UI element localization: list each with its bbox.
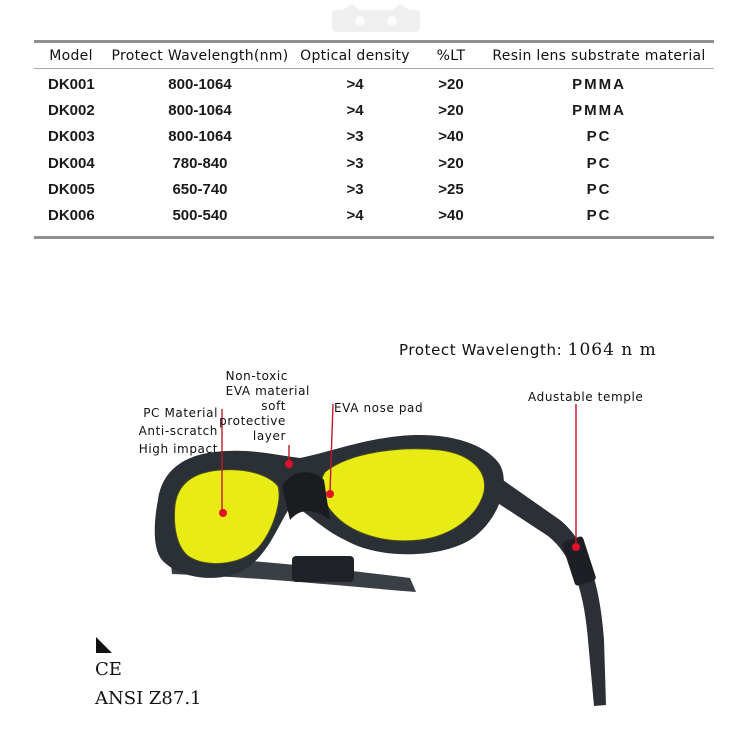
callout-lens-line-3: High impact: [138, 442, 218, 456]
right-temple-slider: [561, 536, 596, 587]
cell-wavelength: 800-1064: [168, 75, 232, 93]
cell-optical-density: >3: [346, 180, 364, 198]
callout-temple: Adustable temple: [528, 390, 644, 404]
cell-optical-density: >4: [346, 75, 364, 93]
callout-eva-line-3: soft: [261, 399, 286, 413]
cell-lt: >40: [438, 207, 464, 225]
cell-model: DK004: [48, 154, 95, 172]
cell-wavelength: 500-540: [172, 207, 228, 225]
cell-lt: >20: [438, 101, 464, 119]
cell-model: DK003: [48, 128, 95, 146]
header-wavelength: Protect Wavelength(nm): [111, 47, 289, 64]
headline-value: 1064 n m: [567, 340, 657, 360]
cell-material: PC: [586, 180, 612, 198]
dot-eva: [285, 460, 293, 468]
header-model: Model: [49, 47, 93, 64]
callout-lens-line-2: Anti-scratch: [138, 424, 218, 438]
cell-material: PMMA: [572, 75, 626, 93]
callout-lens: [130, 404, 218, 458]
dot-lens: [219, 509, 227, 517]
headline-label: Protect Wavelength:: [399, 341, 563, 359]
cell-optical-density: >3: [346, 128, 364, 146]
cell-optical-density: >3: [346, 154, 364, 172]
cell-optical-density: >4: [346, 207, 364, 225]
cell-model: DK005: [48, 180, 95, 198]
cert-ansi: ANSI Z87.1: [95, 688, 202, 709]
left-temple-slider: [292, 556, 354, 582]
cell-material: PC: [586, 207, 612, 225]
right-temple-arm: [490, 478, 606, 706]
cell-lt: >20: [438, 154, 464, 172]
cell-optical-density: >4: [346, 101, 364, 119]
header-optical-density: Optical density: [300, 47, 410, 64]
header-lt: %LT: [436, 47, 466, 64]
cell-model: DK006: [48, 207, 95, 225]
cell-material: PC: [586, 128, 612, 146]
cell-model: DK002: [48, 101, 95, 119]
cell-wavelength: 780-840: [172, 154, 228, 172]
cert-ce: CE: [95, 659, 122, 680]
corner-triangle-icon: [96, 637, 112, 653]
cell-material: PMMA: [572, 101, 626, 119]
cell-lt: >40: [438, 128, 464, 146]
callout-lens-line-1: PC Material: [143, 406, 218, 420]
callout-nose-pad: EVA nose pad: [334, 401, 424, 415]
cell-lt: >20: [438, 75, 464, 93]
cell-lt: >25: [438, 180, 464, 198]
header-material: Resin lens substrate material: [492, 47, 706, 64]
cell-material: PC: [586, 154, 612, 172]
dot-nose-pad: [326, 490, 334, 498]
cell-wavelength: 800-1064: [168, 101, 232, 119]
dot-temple: [572, 543, 580, 551]
cell-wavelength: 800-1064: [168, 128, 232, 146]
cell-model: DK001: [48, 75, 95, 93]
callout-eva: [216, 369, 310, 444]
callout-eva-line-2: EVA material: [225, 384, 310, 398]
cell-wavelength: 650-740: [172, 180, 228, 198]
callout-eva-line-1: Non-toxic: [225, 369, 288, 383]
callout-eva-line-5: layer: [252, 429, 286, 443]
callout-eva-line-4: protective: [219, 414, 286, 428]
